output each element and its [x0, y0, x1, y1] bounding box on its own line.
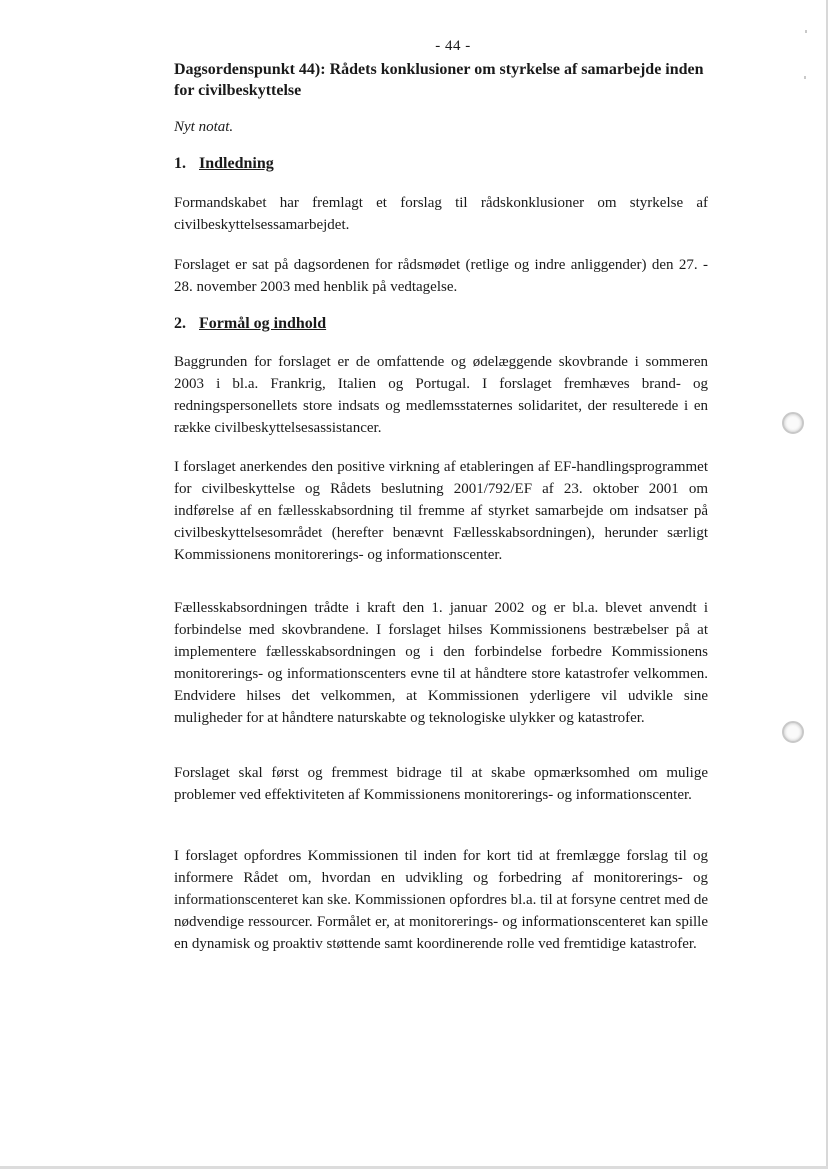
punch-hole — [782, 412, 804, 434]
scan-speck — [805, 30, 807, 33]
paragraph: Baggrunden for forslaget er de omfattende og ødelæggende skovbrande i sommeren 2003 i bl.a. Frankrig, Italien og Portugal. I forslaget fremhæves brand- og redningspersonellets store indsats og medlemsstaternes solidaritet, der resulterede i en række civilbeskyttelsesassistancer. — [174, 354, 708, 436]
section-number: 2. — [174, 315, 186, 332]
section-heading-introduction — [174, 155, 274, 173]
section-title: Indledning — [199, 155, 274, 172]
paragraph: Fællesskabsordningen trådte i kraft den 1. januar 2002 og er bl.a. blevet anvendt i forbindelse med skovbrandene. I forslaget hilses Kommissionens bestræbelser på at implementere fællesskabsordningen og i den forbindelse forbedre Kommissionens monitorerings- og informationscenters evne til at håndtere store katastrofer velkommen. Endvidere hilses det velkommen, at Kommissionen yderligere vil udvikle sine muligheder for at håndtere naturskabte og teknologiske ulykker og katastrofer. — [174, 600, 708, 726]
scan-speck — [804, 76, 806, 79]
subtitle: Nyt notat. — [174, 119, 234, 135]
paragraph: Forslaget skal først og fremmest bidrage til at skabe opmærksomhed om mulige problemer ved effektiviteten af Kommissionens monitorerings- og informationscenter. — [174, 765, 708, 803]
paragraph: I forslaget anerkendes den positive virkning af etableringen af EF-handlingsprogrammet for civilbeskyttelse og Rådets beslutning 2001/792/EF af 23. oktober 2001 om indførelse af en fællesskabsordning til fremme af styrket samarbejde om indsatser på civilbeskyttelsesområdet (herefter benævnt Fællesskabsordningen), herunder særligt Kommissionens monitorerings- og informationscenter. — [174, 459, 708, 563]
paragraph: Formandskabet har fremlagt et forslag til rådskonklusioner om styrkelse af civilbeskyttelsessamarbejdet. — [174, 195, 708, 233]
section-heading-purpose-and-content — [174, 315, 326, 333]
paragraph: Forslaget er sat på dagsordenen for rådsmødet (retlige og indre anliggender) den 27. - 28. november 2003 med henblik på vedtagelse. — [174, 257, 708, 295]
page-number: - 44 - — [435, 38, 471, 54]
agenda-title: Dagsordenspunkt 44): Rådets konklusioner om styrkelse af samarbejde inden for civilbeskyttelse — [174, 61, 704, 99]
punch-hole — [782, 721, 804, 743]
paragraph: I forslaget opfordres Kommissionen til inden for kort tid at fremlægge forslag til og informere Rådet om, hvordan en udvikling og forbedring af monitorerings- og informationscenteret kan ske. Kommissionen opfordres bl.a. til at forsyne centret med de nødvendige ressourcer. Formålet er, at monitorerings- og informationscenteret kan spille en dynamisk og proaktiv støttende samt koordinerende rolle ved fremtidige katastrofer. — [174, 848, 709, 952]
section-title: Formål og indhold — [199, 315, 327, 332]
section-number: 1. — [174, 155, 186, 172]
